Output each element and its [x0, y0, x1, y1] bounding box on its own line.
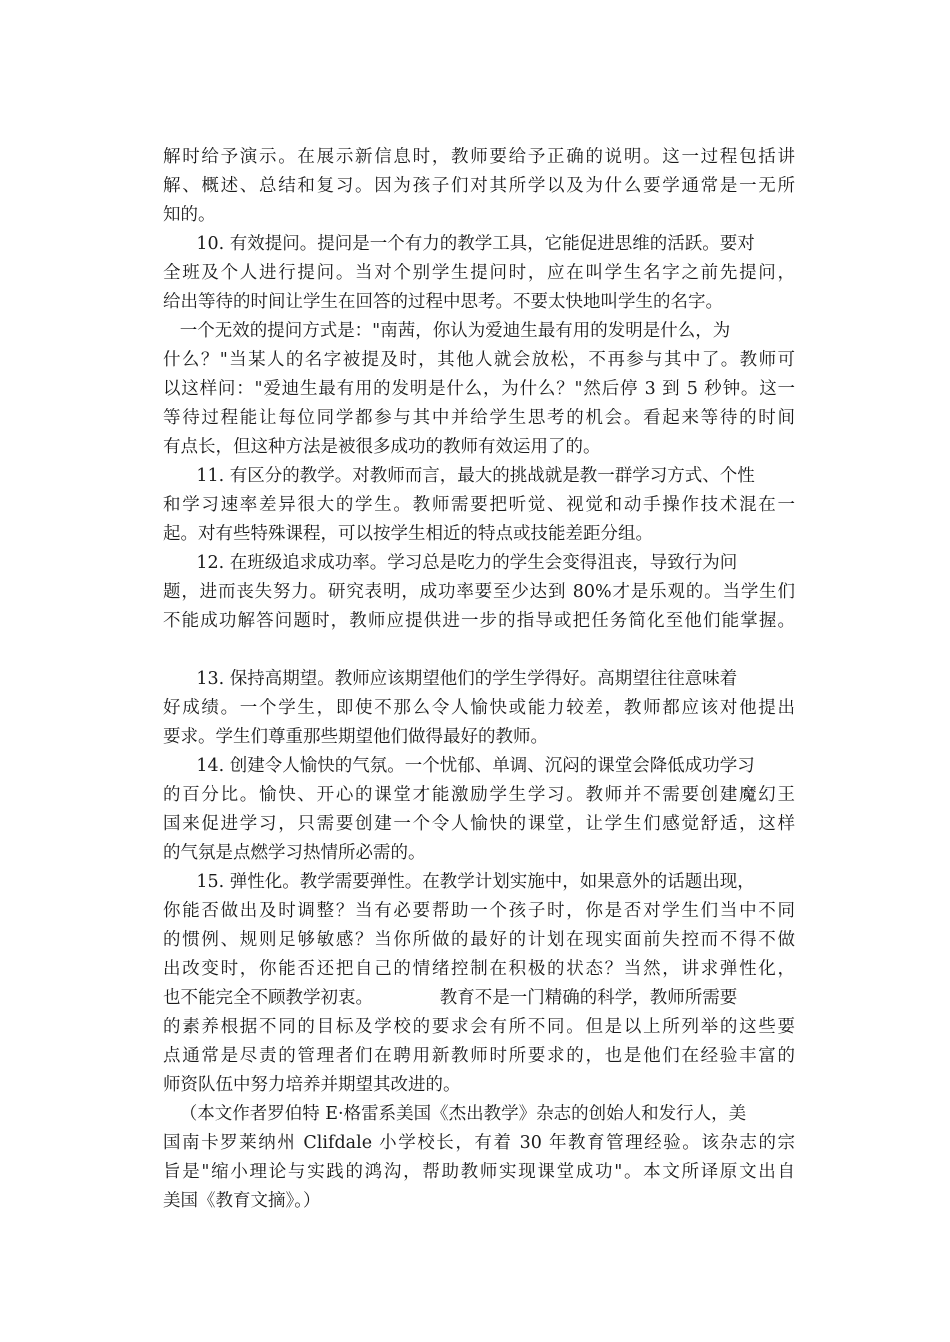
text-line: （本文作者罗伯特 E·格雷系美国《杰出教学》杂志的创始人和发行人，美	[163, 1104, 747, 1124]
text-line: 15. 弹性化。教学需要弹性。在教学计划实施中，如果意外的话题出现，	[163, 872, 755, 892]
text-line: 出改变时，你能否还把自己的情绪控制在积极的状态？当然，讲求弹性化，	[163, 959, 795, 979]
text-line: 题，进而丧失努力。研究表明，成功率要至少达到 80%才是乐观的。当学生们	[163, 582, 795, 602]
text-line: 的惯例、规则足够敏感？当你所做的最好的计划在现实面前失控而不得不做	[163, 930, 795, 950]
text-line: 10. 有效提问。提问是一个有力的教学工具，它能促进思维的活跃。要对	[163, 234, 755, 254]
text-line: 的气氛是点燃学习热情所必需的。	[163, 843, 426, 863]
text-line: 的素养根据不同的目标及学校的要求会有所不同。但是以上所列举的这些要	[163, 1017, 795, 1037]
text-line: 国来促进学习，只需要创建一个令人愉快的课堂，让学生们感觉舒适，这样	[163, 814, 795, 834]
text-line: 美国《教育文摘》。）	[163, 1191, 321, 1211]
text-line: 什么？"当某人的名字被提及时，其他人就会放松，不再参与其中了。教师可	[163, 350, 795, 370]
text-line: 也不能完全不顾教学初衷。 教育不是一门精确的科学，教师所需要	[163, 988, 738, 1008]
text-line: 解时给予演示。在展示新信息时，教师要给予正确的说明。这一过程包括讲	[163, 147, 795, 167]
text-line: 国南卡罗莱纳州 Clifdale 小学校长，有着 30 年教育管理经验。该杂志的宗	[163, 1133, 795, 1153]
text-line: 12. 在班级追求成功率。学习总是吃力的学生会变得沮丧，导致行为问	[163, 553, 738, 573]
blank-line	[163, 636, 795, 665]
text-line: 11. 有区分的教学。对教师而言，最大的挑战就是教一群学习方式、个性	[163, 466, 755, 486]
text-line: 给出等待的时间让学生在回答的过程中思考。不要太快地叫学生的名字。	[163, 292, 723, 312]
text-line: 全班及个人进行提问。当对个别学生提问时，应在叫学生名字之前先提问，	[163, 263, 795, 283]
text-line: 不能成功解答问题时，教师应提供进一步的指导或把任务简化至他们能掌握。	[163, 611, 795, 631]
text-line: 的百分比。愉快、开心的课堂才能激励学生学习。教师并不需要创建魔幻王	[163, 785, 795, 805]
text-line: 和学习速率差异很大的学生。教师需要把听觉、视觉和动手操作技术混在一	[163, 495, 795, 515]
text-line: 解、概述、总结和复习。因为孩子们对其所学以及为什么要学通常是一无所	[163, 176, 795, 196]
text-line: 旨是"缩小理论与实践的鸿沟，帮助教师实现课堂成功"。本文所译原文出自	[163, 1162, 795, 1182]
text-line: 以这样问："爱迪生最有用的发明是什么，为什么？"然后停 3 到 5 秒钟。这一	[163, 379, 795, 399]
text-line: 你能否做出及时调整？当有必要帮助一个孩子时，你是否对学生们当中不同	[163, 901, 795, 921]
text-line: 起。对有些特殊课程，可以按学生相近的特点或技能差距分组。	[163, 524, 653, 544]
text-line: 要求。学生们尊重那些期望他们做得最好的教师。	[163, 727, 548, 747]
text-line: 师资队伍中努力培养并期望其改进的。	[163, 1075, 461, 1095]
text-line: 等待过程能让每位同学都参与其中并给学生思考的机会。看起来等待的时间	[163, 408, 795, 428]
document-page	[163, 143, 795, 1216]
text-line: 一个无效的提问方式是："南茜，你认为爱迪生最有用的发明是什么，为	[163, 321, 731, 341]
text-line: 有点长，但这种方法是被很多成功的教师有效运用了的。	[163, 437, 601, 457]
text-line: 点通常是尽责的管理者们在聘用新教师时所要求的，也是他们在经验丰富的	[163, 1046, 795, 1066]
text-line: 好成绩。一个学生，即使不那么令人愉快或能力较差，教师都应该对他提出	[163, 698, 795, 718]
text-line: 14. 创建令人愉快的气氛。一个忧郁、单调、沉闷的课堂会降低成功学习	[163, 756, 755, 776]
text-line: 知的。	[163, 205, 216, 225]
text-line: 13. 保持高期望。教师应该期望他们的学生学得好。高期望往往意味着	[163, 669, 738, 689]
